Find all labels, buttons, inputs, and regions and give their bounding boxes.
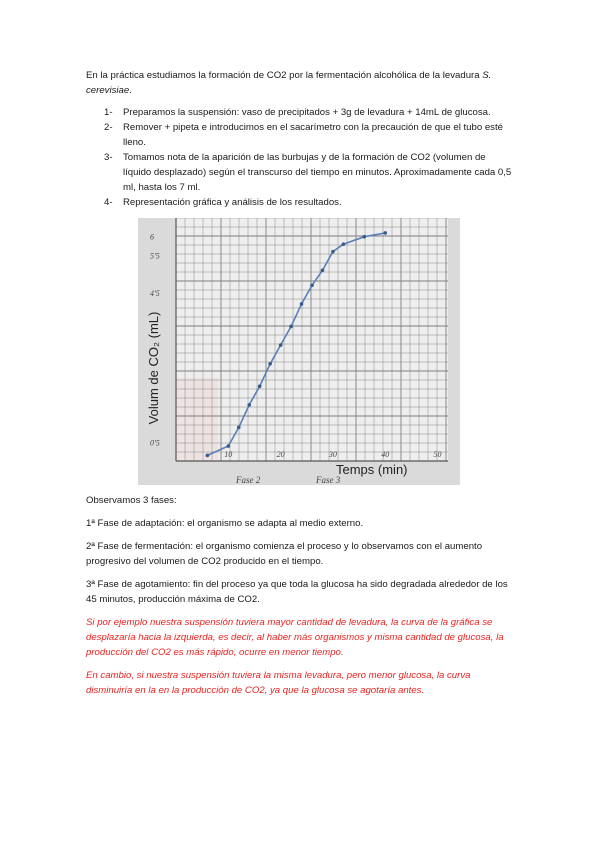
step-text: Preparamos la suspensión: vaso de precipitados + 3g de levadura + 14mL de glucosa. — [123, 107, 491, 118]
phase3-text: 3ª Fase de agotamiento: fin del proceso ya que toda la glucosa ha sido degradada alrededor de los 45 minutos, producción máxima de CO2. — [86, 579, 508, 605]
data-point — [268, 362, 272, 366]
data-point — [289, 325, 293, 329]
x-tick-label: 30 — [328, 450, 337, 459]
step-text: Representación gráfica y análisis de los resultados. — [123, 197, 342, 208]
y-tick-label: 6 — [150, 232, 154, 242]
y-tick-label: 5'5 — [150, 251, 160, 261]
data-point — [237, 426, 241, 430]
x-tick-label: 20 — [276, 450, 285, 459]
x-tick-label: 40 — [381, 450, 390, 459]
intro-end: . — [129, 85, 132, 96]
data-point — [300, 302, 304, 306]
data-point — [363, 235, 367, 239]
intro-paragraph — [86, 68, 516, 98]
data-point — [258, 384, 262, 388]
step-number: 4- — [104, 197, 113, 208]
graph-photo — [138, 218, 460, 485]
y-tick-label: 0'5 — [150, 438, 160, 448]
data-point — [342, 242, 346, 246]
x-tick-label: 10 — [224, 450, 233, 459]
y-tick-label: 4'5 — [150, 288, 160, 298]
phase1-text: 1ª Fase de adaptación: el organismo se adapta al medio externo. — [86, 518, 364, 529]
data-point — [383, 231, 387, 235]
x-axis-label: Temps (min) — [336, 462, 408, 477]
step-number: 1- — [104, 107, 113, 118]
document-body — [86, 68, 516, 210]
phase2-text: 2ª Fase de fermentación: el organismo comienza el proceso y lo observamos con el aumento progresivo del volumen de CO2 producido en el tiempo. — [86, 541, 483, 567]
observations-section — [86, 493, 516, 706]
intro-text: En la práctica estudiamos la formación de CO2 por la fermentación alcohólica de la levadura — [86, 70, 483, 81]
note-more-yeast: Si por ejemplo nuestra suspensión tuviera mayor cantidad de levadura, la curva de la gráfica se desplazaría hacia la izquierda, es decir, al haber más organismos y misma cantidad de glucosa, la producción del CO2 es más rápido, ocurre en menor tiempo. — [86, 617, 504, 658]
data-point — [310, 283, 314, 287]
data-point — [331, 250, 335, 254]
step-text: Remover + pipeta e introducimos en el sacarímetro con la precaución de que el tubo esté lleno. — [123, 122, 503, 148]
x-tick-label: 50 — [433, 450, 442, 459]
phase2-label: Fase 2 — [236, 475, 261, 485]
step-number: 3- — [104, 152, 113, 163]
phase1-shading — [176, 378, 218, 461]
note-less-glucose: En cambio, si nuestra suspensión tuviera la misma levadura, pero menor glucosa, la curva disminuiría en la en la producción de CO2, ya que la glucosa se agotaría antes. — [86, 670, 471, 696]
step-number: 2- — [104, 122, 113, 133]
data-point — [321, 269, 325, 273]
procedure-steps — [86, 105, 516, 210]
data-point — [279, 343, 283, 347]
data-point — [227, 444, 231, 448]
step-item — [86, 105, 516, 120]
phase3-label: Fase 3 — [316, 475, 341, 485]
step-item — [86, 150, 516, 195]
step-text: Tomamos nota de la aparición de las burbujas y de la formación de CO2 (volumen de líquido desplazado) según el transcurso del tiempo en minutos. Aproximadamente cada 0,5 ml, hasta los 7 ml. — [123, 152, 512, 193]
y-axis-label: Volum de CO₂ (mL) — [146, 311, 161, 425]
co2-volume-chart — [138, 218, 460, 485]
step-item — [86, 195, 516, 210]
data-point — [206, 454, 210, 458]
species-name: S. cerevisiae — [86, 70, 492, 96]
step-item — [86, 120, 516, 150]
data-point — [247, 403, 251, 407]
observations-heading: Observamos 3 fases: — [86, 495, 177, 506]
